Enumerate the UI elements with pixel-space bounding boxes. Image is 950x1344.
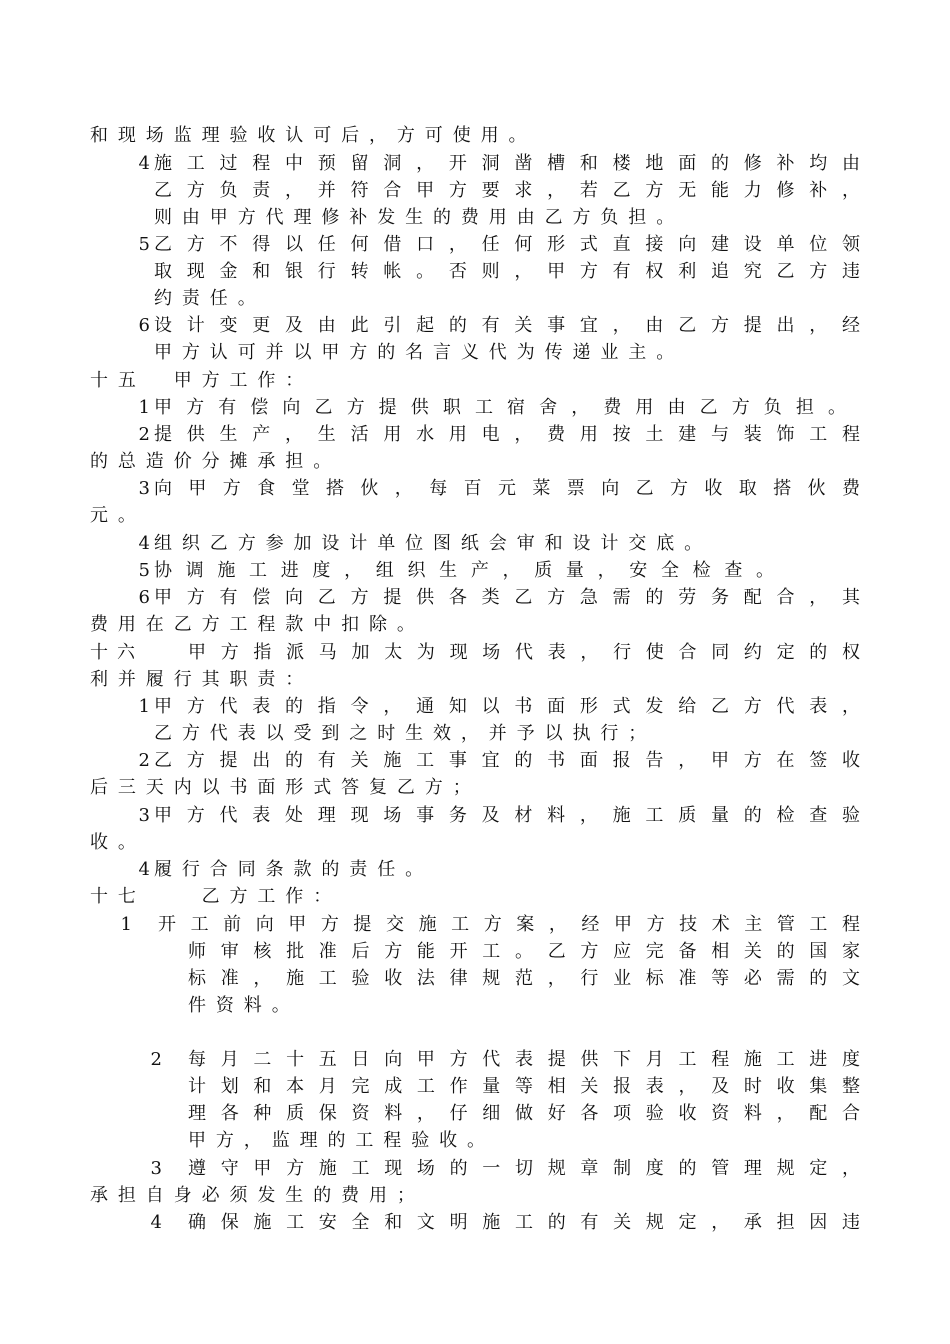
text-line: 甲方代表处理现场事务及材料，施工质量的检查验 [154,805,860,826]
item-number: 1 [120,914,132,935]
item-number: 5 [138,234,150,255]
text-line: 和现场监理验收认可后，方可使用。 [90,125,537,146]
text-line: 约责任。 [154,288,266,309]
item-number: 4 [138,859,150,880]
text-line: 利并履行其职责： [90,669,314,690]
text-line: 承担自身必须发生的费用； [90,1185,425,1206]
section-heading: 十六 [90,642,144,663]
text-line: 乙方提出的有关施工事宜的书面报告，甲方在签收 [154,750,860,771]
item-number: 3 [150,1158,162,1179]
item-number: 6 [138,587,150,608]
text-line: 标准，施工验收法律规范，行业标准等必需的文 [188,968,860,989]
text-line: 施工过程中预留洞，开洞凿槽和楼地面的修补均由 [154,153,860,174]
text-line: 甲方，监理的工程验收。 [188,1130,495,1151]
text-line: 遵守甲方施工现场的一切规章制度的管理规定， [188,1158,860,1179]
text-line: 确保施工安全和文明施工的有关规定，承担因违 [188,1212,860,1233]
item-number: 2 [138,750,150,771]
item-number: 1 [138,397,150,418]
text-line: 理各种质保资料，仔细做好各项验收资料，配合 [188,1103,860,1124]
text-line: 计划和本月完成工作量等相关报表，及时收集整 [188,1076,860,1097]
item-number: 6 [138,315,150,336]
text-line: 甲方代表的指令，通知以书面形式发给乙方代表， [154,696,860,717]
text-line: 提供生产，生活用水用电，费用按土建与装饰工程 [154,424,860,445]
text-line: 乙方不得以任何借口，任何形式直接向建设单位领 [154,234,860,255]
text-line: 开工前向甲方提交施工方案，经甲方技术主管工程 [158,914,860,935]
text-line: 乙方负责，并符合甲方要求，若乙方无能力修补， [154,180,860,201]
text-line: 甲方有偿向乙方提供各类乙方急需的劳务配合，其 [154,587,860,608]
text-line: 设计变更及由此引起的有关事宜，由乙方提出，经 [154,315,860,336]
item-number: 4 [150,1212,162,1233]
text-line: 协调施工进度，组织生产，质量，安全检查。 [154,560,774,581]
text-line: 取现金和银行转帐。否则，甲方有权利追究乙方违 [154,261,860,282]
item-number: 1 [138,696,150,717]
item-number: 4 [138,533,150,554]
text-line: 费用在乙方工程款中扣除。 [90,614,425,635]
text-line: 件资料。 [188,995,300,1016]
item-number: 2 [138,424,150,445]
text-line: 收。 [90,832,146,853]
text-line: 向甲方食堂搭伙，每百元菜票向乙方收取搭伙费 [154,478,860,499]
text-line: 则由甲方代理修补发生的费用由乙方负担。 [154,207,685,228]
text-line: 甲方指派马加太为现场代表，行使合同约定的权 [188,642,860,663]
text-line: 甲方有偿向乙方提供职工宿舍，费用由乙方负担。 [154,397,846,418]
text-line: 乙方代表以受到之时生效，并予以执行； [154,723,657,744]
text-line: 甲方认可并以甲方的名言义代为传递业主。 [154,342,685,363]
section-heading: 十七 乙方工作： [90,886,342,907]
item-number: 2 [150,1049,162,1070]
text-line: 师审核批准后方能开工。乙方应完备相关的国家 [188,941,860,962]
item-number: 3 [138,478,150,499]
text-line: 组织乙方参加设计单位图纸会审和设计交底。 [154,533,712,554]
item-number: 5 [138,560,150,581]
text-line: 的总造价分摊承担。 [90,451,342,472]
item-number: 4 [138,153,150,174]
section-heading: 十五 甲方工作： [90,370,314,391]
text-line: 元。 [90,505,146,526]
text-line: 履行合同条款的责任。 [154,859,433,880]
text-line: 每月二十五日向甲方代表提供下月工程施工进度 [188,1049,860,1070]
item-number: 3 [138,805,150,826]
text-line: 后三天内以书面形式答复乙方； [90,777,481,798]
